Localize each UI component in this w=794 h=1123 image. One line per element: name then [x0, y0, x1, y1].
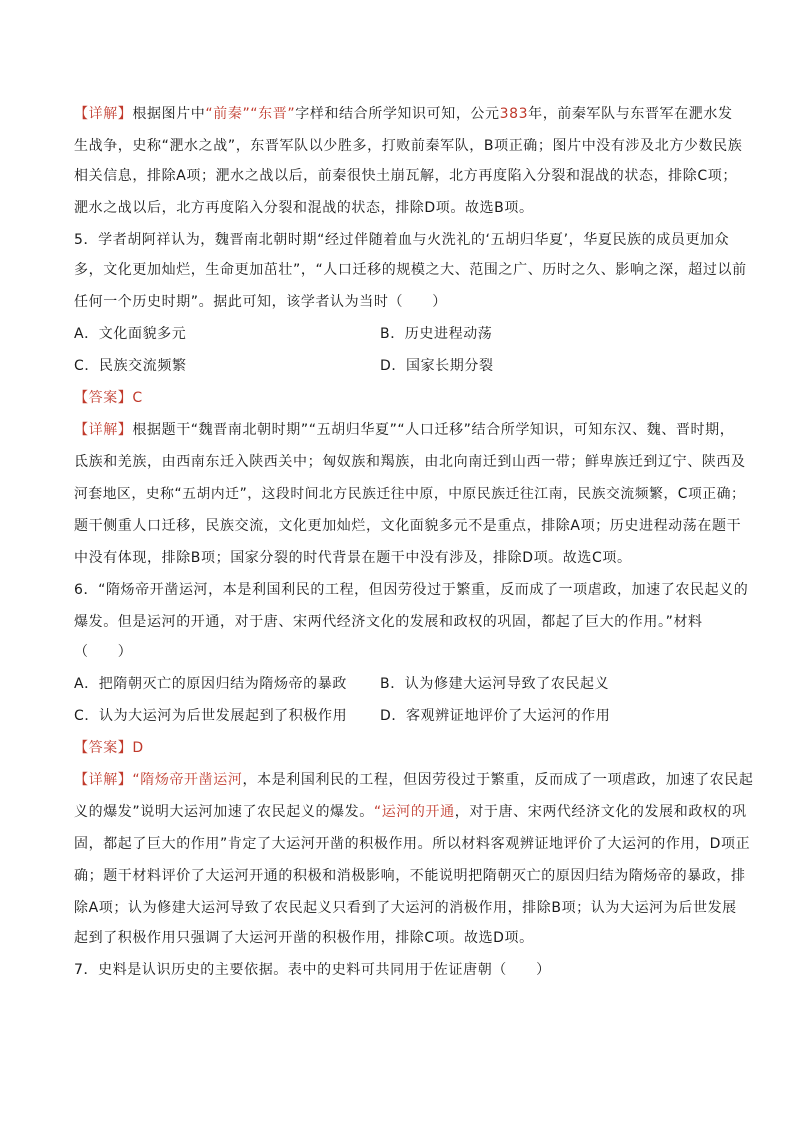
explanation-5-line-5: 中没有体现，排除B项；国家分裂的时代背景在题干中没有涉及，排除D项。故选C项。	[74, 550, 632, 566]
question-5-answer	[74, 388, 143, 408]
highlight-text: “前秦”“东晋”	[205, 106, 296, 122]
highlight-text: “隋炀帝开凿运河	[132, 772, 243, 788]
question-5-option-b[interactable]: B．历史进程动荡	[380, 326, 493, 342]
question-6-option-a[interactable]: A．把隋朝灭亡的原因归结为隋炀帝的暴政	[74, 676, 347, 692]
explanation-5-line-4: 题干侧重人口迁移，民族交流，文化更加灿烂，文化面貌多元不是重点，排除A项；历史进程动荡在题干	[74, 518, 742, 534]
explanation-6-line-6: 起到了积极作用只强调了大运河开凿的积极作用，排除C项。故选D项。	[74, 930, 534, 946]
question-6-option-c[interactable]: C．认为大运河为后世发展起到了积极作用	[74, 708, 348, 724]
highlight-text: “运河的开通	[373, 804, 455, 820]
question-6-option-b[interactable]: B．认为修建大运河导致了农民起义	[380, 676, 610, 692]
answer-tag: 【答案】	[74, 390, 133, 406]
explanation-4-line-3: 相关信息，排除A项；淝水之战以后，前秦很快土崩瓦解，北方再度陷入分裂和混战的状态，排除C项；	[74, 168, 737, 184]
question-5-option-a[interactable]: A．文化面貌多元	[74, 326, 187, 342]
explanation-6-line-4: 确；题干材料评价了大运河开通的积极和消极影响，不能说明把隋朝灭亡的原因归结为隋炀帝的暴政，排	[74, 868, 746, 884]
explanation-6-line-1: 【详解】“隋炀帝开凿运河，本是利国利民的工程，但因劳役过于繁重，反而成了一项虐政，加速了农民起	[74, 772, 754, 788]
question-5-option-c[interactable]: C．民族交流频繁	[74, 358, 187, 374]
highlight-number: 383	[499, 106, 529, 122]
question-6-option-d[interactable]: D．客观辨证地评价了大运河的作用	[380, 708, 611, 724]
explanation-4-line-4: 淝水之战以后，北方再度陷入分裂和混战的状态，排除D项。故选B项。	[74, 200, 534, 216]
answer-value: C	[132, 390, 143, 406]
explanation-tag: 【详解】	[74, 772, 133, 788]
question-6-answer	[74, 738, 144, 758]
explanation-6-line-2: 义的爆发”说明大运河加速了农民起义的爆发。“运河的开通，对于唐、宋两代经济文化的发展和政权的巩	[74, 804, 747, 820]
answer-tag: 【答案】	[74, 740, 133, 756]
explanation-4-line-2: 生战争，史称“淝水之战”，东晋军队以少胜多，打败前秦军队，B项正确；图片中没有涉及北方少数民族	[74, 138, 743, 154]
question-5-line-3: 任何一个历史时期”。据此可知，该学者认为当时（ ）	[74, 294, 447, 310]
question-5-option-d[interactable]: D．国家长期分裂	[380, 358, 494, 374]
question-5-line-1: 5．学者胡阿祥认为，魏晋南北朝时期“经过伴随着血与火洗礼的‘五胡归华夏’，华夏民族的成员更加众	[74, 232, 730, 248]
question-7-line-1: 7．史料是认识历史的主要依据。表中的史料可共同用于佐证唐朝（ ）	[74, 962, 551, 978]
question-6-line-2: 爆发。但是运河的开通，对于唐、宋两代经济文化的发展和政权的巩固，都起了巨大的作用。”材料	[74, 614, 703, 630]
explanation-5-line-2: 氐族和羌族，由西南东迁入陕西关中；匈奴族和羯族，由北向南迁到山西一带；鲜卑族迁到辽宁、陕西及	[74, 454, 746, 470]
explanation-5-line-1: 【详解】根据题干“魏晋南北朝时期”“五胡归华夏”“人口迁移”结合所学知识，可知东汉、魏、晋时期，	[74, 422, 735, 438]
explanation-5-line-3: 河套地区，史称“五胡内迁”，这段时间北方民族迁往中原，中原民族迁往江南，民族交流频繁，C项正确；	[74, 486, 746, 502]
explanation-4-line-1: 【详解】根据图片中“前秦”“东晋”字样和结合所学知识可知，公元383年，前秦军队与东晋军在淝水发	[74, 106, 733, 122]
answer-value: D	[132, 740, 144, 756]
question-6-line-3: （ ）	[74, 644, 133, 660]
explanation-tag: 【详解】	[74, 422, 133, 438]
question-6-line-1: 6．“隋炀帝开凿运河，本是利国利民的工程，但因劳役过于繁重，反而成了一项虐政，加速了农民起义的	[74, 582, 749, 598]
explanation-tag: 【详解】	[74, 106, 133, 122]
explanation-6-line-3: 固，都起了巨大的作用”肯定了大运河开凿的积极作用。所以材料客观辨证地评价了大运河的作用，D项正	[74, 836, 751, 852]
question-5-line-2: 多，文化更加灿烂，生命更加茁壮”，“人口迁移的规模之大、范围之广、历时之久、影响之深，超过以前	[74, 262, 747, 278]
explanation-6-line-5: 除A项；认为修建大运河导致了农民起义只看到了大运河的消极作用，排除B项；认为大运河为后世发展	[74, 900, 737, 916]
